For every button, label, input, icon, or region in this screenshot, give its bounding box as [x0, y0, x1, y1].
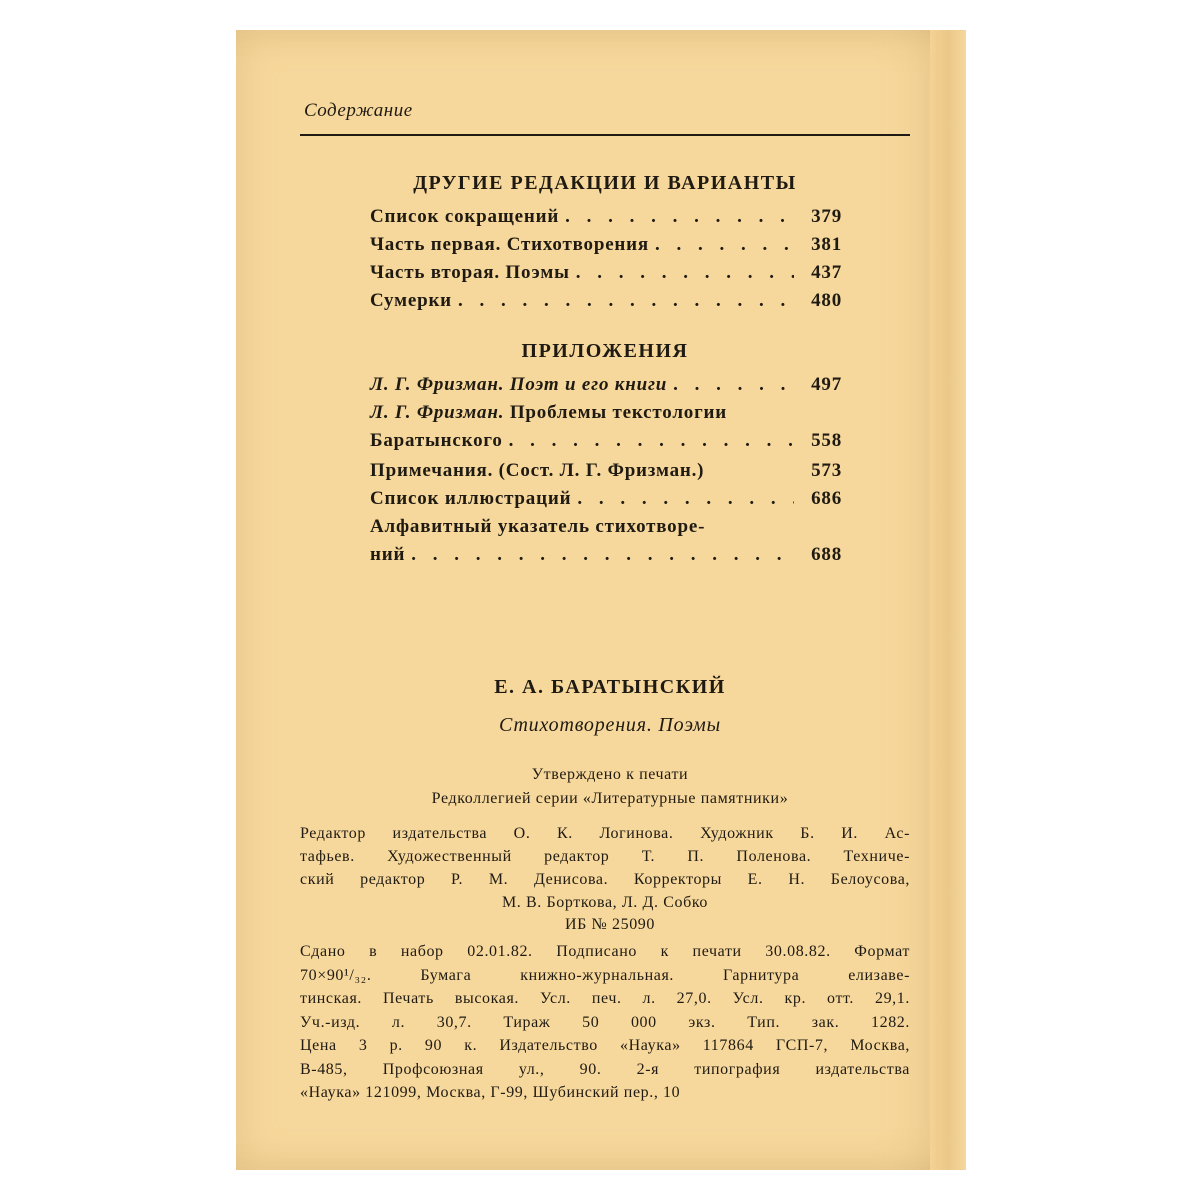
page-gutter: [930, 30, 966, 1170]
leader-dots: [458, 290, 794, 312]
leader-dots: [655, 234, 794, 256]
leader-dots: [411, 544, 794, 566]
toc-entry-page: 558: [811, 430, 842, 451]
toc-entry-page: 480: [811, 290, 842, 311]
credits-line: Редактор издательства О. К. Логинова. Художник Б. И. Ас-: [300, 825, 910, 842]
imprint-line: 70×90¹/₃₂. Бумага книжно-журнальная. Гарнитура елизаве-: [300, 966, 910, 984]
toc-entry-title: Сумерки: [370, 290, 452, 311]
toc-entry-title-line1: [370, 402, 727, 424]
toc-entry[interactable]: [370, 206, 842, 234]
toc-entry-author: Л. Г. Фризман.: [370, 402, 505, 423]
leader-dots: [565, 206, 794, 228]
toc-entry-page: 381: [811, 234, 842, 255]
toc-entry-page: 688: [811, 544, 842, 565]
toc-entry-page: 379: [811, 206, 842, 227]
colophon-author: Е. А. БАРАТЫНСКИЙ: [494, 676, 726, 698]
toc-entry-title: Часть вторая. Поэмы: [370, 262, 570, 283]
toc-entry-title: Список иллюстраций: [370, 488, 572, 509]
imprint-line: Цена 3 р. 90 к. Издательство «Наука» 117864 ГСП-7, Москва,: [300, 1037, 910, 1054]
credits-line: ский редактор Р. М. Денисова. Корректоры Е. Н. Белоусова,: [300, 871, 910, 888]
section-title-appendices: ПРИЛОЖЕНИЯ: [521, 340, 689, 362]
toc-entry-continuation[interactable]: [370, 544, 842, 572]
toc-section-appendices: [370, 374, 842, 572]
toc-entry-title-text: Проблемы текстологии: [509, 402, 728, 423]
imprint-line: «Наука» 121099, Москва, Г-99, Шубинский пер., 10: [300, 1084, 681, 1101]
colophon-title: Стихотворения. Поэмы: [499, 714, 721, 736]
imprint-line: тинская. Печать высокая. Усл. печ. л. 27,0. Усл. кр. отт. 29,1.: [300, 990, 910, 1007]
toc-section-other-editions: [370, 206, 842, 318]
toc-entry[interactable]: [370, 290, 842, 318]
toc-entry-title: Часть первая. Стихотворения: [370, 234, 650, 255]
leader-dots: [509, 430, 794, 452]
leader-dots: [673, 374, 794, 396]
toc-entry[interactable]: [370, 516, 842, 544]
section-title-other-editions: ДРУГИЕ РЕДАКЦИИ И ВАРИАНТЫ: [413, 172, 797, 194]
toc-entry-page: 573: [811, 460, 842, 481]
toc-entry-title-line1: Алфавитный указатель стихотворе-: [370, 516, 706, 537]
toc-entry-title: Л. Г. Фризман. Поэт и его книги: [370, 374, 668, 395]
toc-entry-title-line2: Баратынского: [370, 430, 503, 451]
toc-entry[interactable]: [370, 402, 842, 430]
toc-entry[interactable]: [370, 374, 842, 402]
toc-entry[interactable]: [370, 262, 842, 290]
credits-line: тафьев. Художественный редактор Т. П. Поленова. Техниче-: [300, 848, 910, 865]
credits-line: М. В. Борткова, Л. Д. Собко: [501, 894, 708, 911]
toc-entry-continuation[interactable]: [370, 430, 842, 460]
toc-entry-title: Примечания. (Сост. Л. Г. Фризман.): [370, 460, 705, 481]
toc-entry-title: Список сокращений: [370, 206, 560, 227]
toc-entry[interactable]: [370, 460, 842, 488]
ib-number: ИБ № 25090: [564, 916, 655, 933]
toc-entry[interactable]: [370, 234, 842, 262]
imprint-block: [300, 940, 910, 1105]
toc-entry-page: 437: [811, 262, 842, 283]
approved-line-2: Редколлегией серии «Литературные памятники»: [431, 790, 789, 807]
toc-entry-title-line2: ний: [370, 544, 406, 565]
running-head: Содержание: [304, 100, 413, 121]
leader-dots: [577, 488, 794, 510]
leader-dots: [576, 262, 794, 284]
imprint-line: Уч.-изд. л. 30,7. Тираж 50 000 экз. Тип. зак. 1282.: [300, 1013, 910, 1031]
approved-line-1: Утверждено к печати: [531, 766, 689, 783]
toc-entry[interactable]: [370, 488, 842, 516]
credits-block: [300, 822, 910, 914]
toc-entry-page: 497: [811, 374, 842, 395]
imprint-line: В-485, Профсоюзная ул., 90. 2-я типография издательства: [300, 1060, 910, 1078]
imprint-line: Сдано в набор 02.01.82. Подписано к печати 30.08.82. Формат: [300, 943, 910, 960]
toc-entry-page: 686: [811, 488, 842, 509]
header-rule: [300, 134, 910, 136]
